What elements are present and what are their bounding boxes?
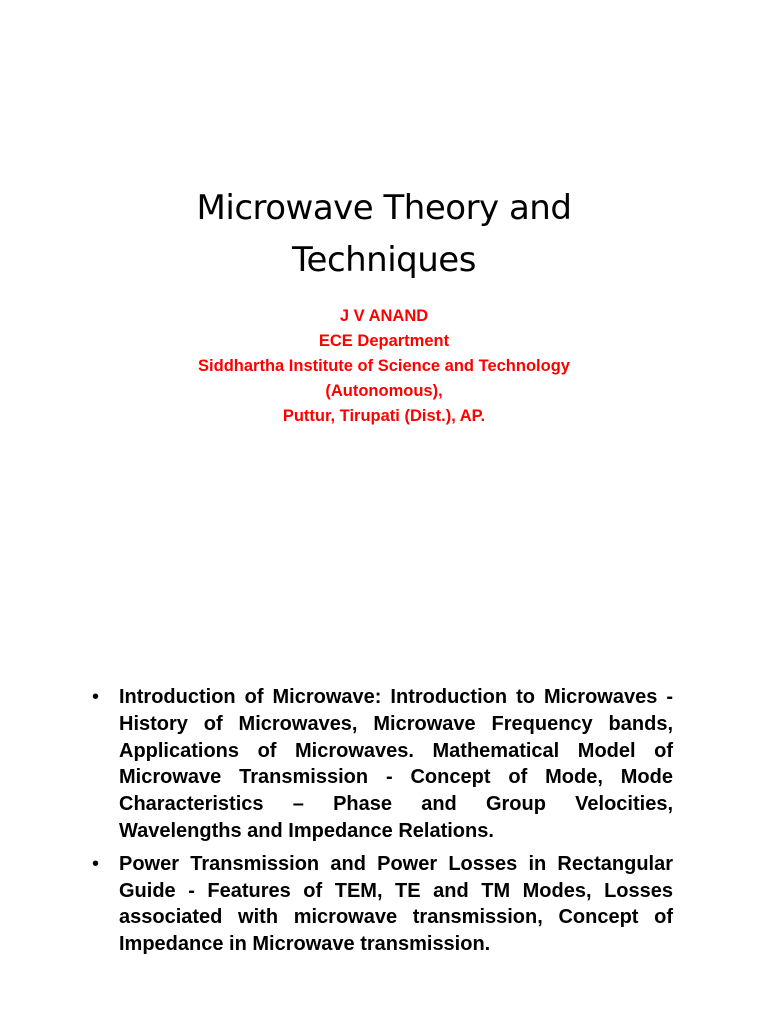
bullet-item: [92, 684, 673, 845]
department-name: ECE Department: [318, 332, 450, 350]
title-line-2: Techniques: [292, 240, 476, 280]
bullet-text: Power Transmission and Power Losses in Rectangular Guide - Features of TEM, TE and TM Modes, Losses associated with microwave transmission, Concept of Impedance in Microwave transmission.: [119, 852, 673, 956]
institute-location: Puttur, Tirupati (Dist.), AP.: [282, 407, 486, 425]
content-slide: [0, 590, 768, 1024]
institute-name: Siddhartha Institute of Science and Technology: [198, 357, 570, 375]
institute-note: (Autonomous),: [325, 382, 443, 400]
author-name: J V ANAND: [339, 307, 429, 325]
author-block: [0, 304, 768, 429]
bullet-list: [92, 684, 673, 964]
title-line-1: Microwave Theory and: [196, 188, 572, 228]
bullet-icon: •: [92, 686, 100, 708]
slide-title: [0, 182, 768, 286]
bullet-text: Introduction of Microwave: Introduction to Microwaves - History of Microwaves, Microwave Frequency bands, Applications of Microwaves. Mathematical Model of Microwave Transmission - Concept of Mode, Mode Characteristics – Phase and Group Velocities, Wavelengths and Impedance Relations.: [119, 686, 673, 842]
bullet-icon: •: [92, 852, 100, 875]
bullet-item: [92, 851, 673, 958]
